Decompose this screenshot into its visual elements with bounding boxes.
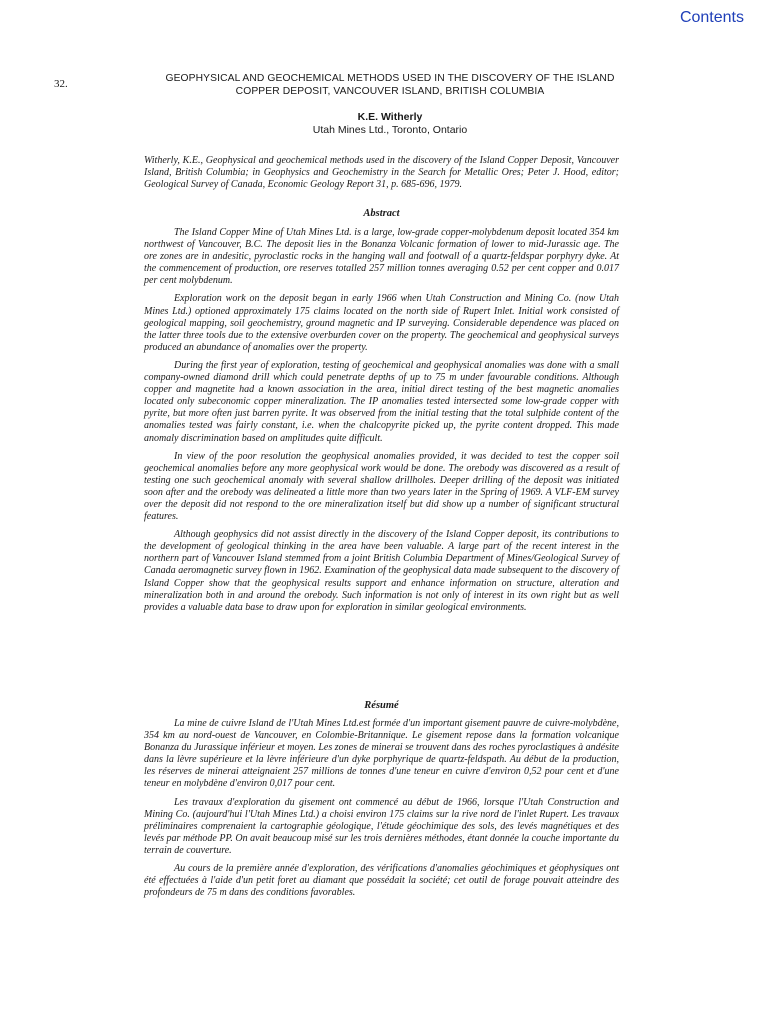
author-name: K.E. Witherly bbox=[357, 111, 423, 123]
abstract-body bbox=[144, 227, 619, 620]
citation: Witherly, K.E., Geophysical and geochemical methods used in the discovery of the Island Copper Deposit, Vancouver Island, British Columbia; in Geophysics and Geochemistry in the Search for Metallic Ores; Peter J. Hood, editor; Geological Survey of Canada, Economic Geology Report 31, p. 685-696, 1979. bbox=[144, 155, 619, 191]
resume-paragraph: Les travaux d'exploration du gisement ont commencé au début de 1966, lorsque l'Utah Construction and Mining Co. (aujourd'hui l'Utah Mines Ltd.) a choisi environ 175 claims sur la rive nord de l'inlet Rupert. Les travaux préliminaires comprenaient la cartographie géologique, l'étude géochimique des sols, des levés magnétiques et des levés par méthode PP. On avait beaucoup misé sur les trois dernières méthodes, étant donnée la couche importante du terrain de couverture. bbox=[144, 796, 619, 856]
contents-link[interactable]: Contents bbox=[679, 9, 744, 26]
resume-body bbox=[144, 718, 619, 905]
abstract-paragraph: In view of the poor resolution the geophysical anomalies provided, it was decided to test the copper soil geochemical anomalies before any more geophysical work would be done. The orebody was discovered as a result of testing one such geochemical anomaly with several shallow drillholes. Deeper drilling of the deposit was initiated soon after and the orebody was delineated a little more than two years later in the Spring of 1969. A VLF-EM survey over the deposit did not respond to the ore mineralization itself but did show up a number of significant structural features. bbox=[144, 450, 619, 523]
resume-heading: Résumé bbox=[364, 700, 399, 711]
abstract-paragraph: Exploration work on the deposit began in early 1966 when Utah Construction and Mining Co. (now Utah Mines Ltd.) optioned approximately 175 claims located on the north side of Rupert Inlet. Initial work consisted of geological mapping, soil geochemistry, ground magnetic and IP surveying. Considerable dependence was placed on the latter three tools due to the extensive overburden cover on the property. The geochemical and geophysical surveys produced an abundance of anomalies over the property. bbox=[144, 293, 619, 353]
abstract-paragraph: The Island Copper Mine of Utah Mines Ltd. is a large, low-grade copper-molybdenum deposit located 354 km northwest of Vancouver, B.C. The deposit lies in the Bonanza Volcanic formation of lower to mid-Jurassic age. The ore zones are in andesitic, pyroclastic rocks in the hanging wall and footwall of a quartz-feldspar porphyry dyke. At the commencement of production, ore reserves totalled 257 million tonnes averaging 0.52 per cent copper and 0.017 per cent molybdenum. bbox=[144, 227, 619, 287]
abstract-paragraph: Although geophysics did not assist directly in the discovery of the Island Copper deposit, its contributions to the development of geological thinking in the area have been valuable. A large part of the recent interest in the northern part of Vancouver Island stemmed from a joint British Columbia Department of Mines/Geological Survey of Canada aeromagnetic survey flown in 1962. Examination of the geophysical data made subsequent to the discovery of Island Copper show that the geophysical results support and enhance information on structure, alteration and mineralization both in and around the orebody. Such information is not only of interest in its own right but as well provides a valuable data base to draw upon for exploration in similar geological environments. bbox=[144, 529, 619, 613]
abstract-paragraph: During the first year of exploration, testing of geochemical and geophysical anomalies was done with a small company-owned diamond drill which could penetrate depths of up to 75 m under favourable conditions. Although copper and magnetite had a known association in the area, initial direct testing of the best magnetic anomalies located only subeconomic copper mineralization. The IP anomalies tested intersected some low-grade copper with pyrite, but more often just barren pyrite. It was observed from the initial testing that the total sulphide content of the anomalies tested was fairly constant, i.e. when the chalcopyrite picked up, the pyrite content dropped. This made anomaly discrimination based on amplitudes quite difficult. bbox=[144, 359, 619, 444]
abstract-heading: Abstract bbox=[363, 208, 400, 219]
resume-paragraph: La mine de cuivre Island de l'Utah Mines Ltd.est formée d'un important gisement pauvre de cuivre-molybdène, 354 km au nord-ouest de Vancouver, en Colombie-Britannique. Le gisement repose dans la formation volcanique Bonanza du Jurassique inférieur et moyen. Les zones de minerai se trouvent dans des roches pyroclastiques à andésite dans la lèvre supérieure et la lèvre inférieure d'un dyke porphyrique de quartz-feldspath. Au début de la production, les réserves de minerai atteignaient 257 millions de tonnes d'une teneur en cuivre d'environ 0,52 pour cent et d'une teneur en molybdène d'environ 0,017 pour cent. bbox=[144, 718, 619, 790]
resume-paragraph: Au cours de la première année d'exploration, des vérifications d'anomalies géochimiques et géophysiques ont été effectuées à l'aide d'un petit foret au diamant que possédait la société; cet outil de forage pouvait atteindre des profondeurs de 75 m dans des conditions favorables. bbox=[144, 863, 619, 899]
page-number: 32. bbox=[54, 78, 68, 90]
author-affiliation: Utah Mines Ltd., Toronto, Ontario bbox=[312, 124, 468, 136]
paper-title: GEOPHYSICAL AND GEOCHEMICAL METHODS USED IN THE DISCOVERY OF THE ISLAND COPPER DEPOSIT, VANCOUVER ISLAND, BRITISH COLUMBIA bbox=[165, 73, 615, 97]
